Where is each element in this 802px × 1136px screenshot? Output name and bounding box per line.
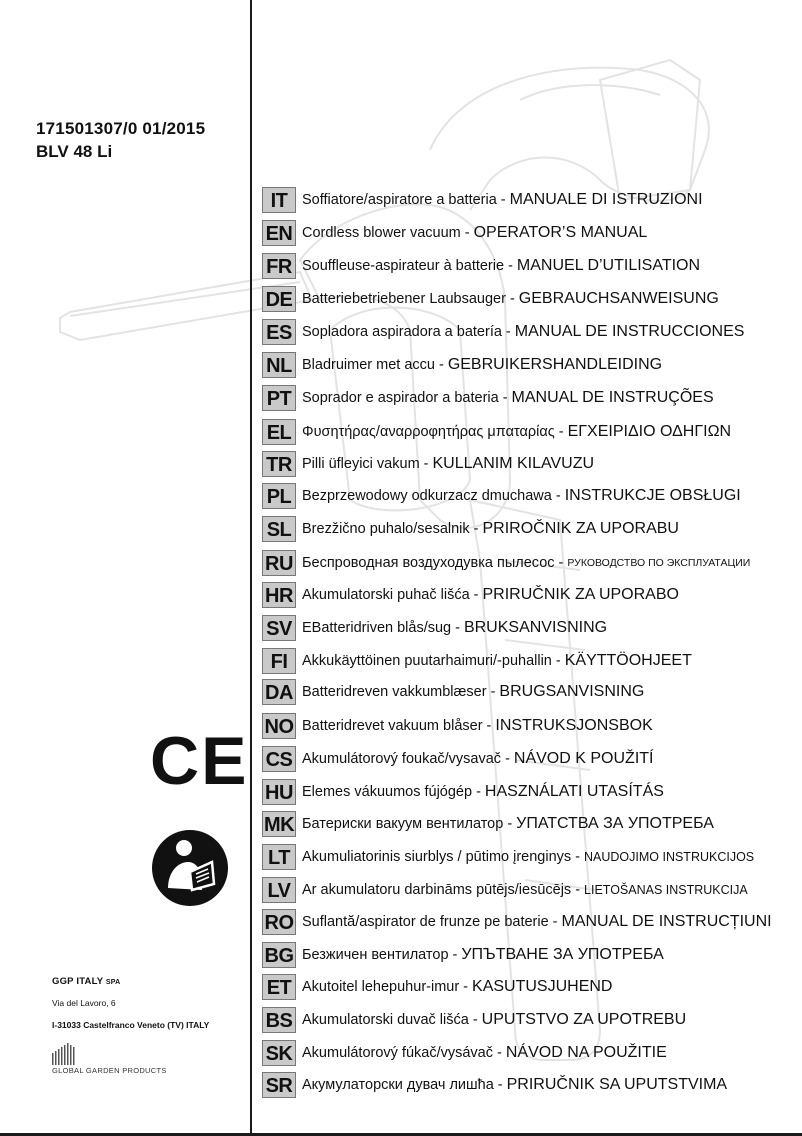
language-code-badge: HU (262, 779, 296, 805)
language-row-bg (262, 940, 664, 970)
manual-title: GEBRAUCHSANWEISUNG (518, 290, 719, 307)
product-description: Akkukäyttöinen puutarhaimuri/-puhallin (302, 653, 552, 669)
product-description: Suflantă/aspirator de frunze pe baterie (302, 914, 549, 930)
language-code-badge: NL (262, 352, 296, 378)
manual-title: PRIROČNIK ZA UPORABU (482, 520, 679, 537)
product-description: Bladruimer met accu (302, 357, 435, 373)
language-code-badge: SL (262, 516, 296, 542)
language-code-badge: MK (262, 811, 296, 837)
manual-title: OPERATOR’S MANUAL (473, 224, 648, 241)
separator: - (502, 390, 508, 406)
separator: - (508, 258, 513, 274)
separator: - (464, 225, 470, 241)
language-code-badge: BS (262, 1007, 296, 1033)
product-description: Акумулаторски дувач лишћа (302, 1077, 494, 1093)
product-description: Безжичен вентилатор (302, 947, 449, 963)
product-description: Elemes vákuumos fújógép (302, 784, 473, 800)
manual-title: INSTRUKSJONSBOK (495, 717, 653, 734)
manual-title: PRIRUČNIK SA UPUTSTVIMA (506, 1076, 728, 1093)
product-description: Ar akumulatoru darbināms pūtējs/iesūcējs (302, 882, 572, 898)
ce-mark-text: CE (150, 723, 249, 799)
language-row-it (262, 185, 703, 215)
manual-title: УПАТСТВА ЗА УПОТРЕБА (516, 815, 714, 832)
separator: - (472, 1012, 478, 1028)
separator: - (555, 488, 561, 504)
product-description: Беспроводная воздуходувка пылесос (302, 555, 555, 571)
product-description: Cordless blower vacuum (302, 225, 461, 241)
manual-title: УПЪТВАНЕ ЗА УПОТРЕБА (461, 946, 664, 963)
language-code-badge: PL (262, 483, 296, 509)
language-code-badge: SV (262, 615, 296, 641)
separator: - (486, 718, 492, 734)
separator: - (473, 521, 479, 537)
language-row-en (262, 218, 647, 248)
product-description: Brezžično puhalo/sesalnik (302, 521, 470, 537)
document-code: 171501307/0 01/2015 (36, 119, 206, 138)
language-row-ru (262, 548, 750, 578)
product-description: Φυσητήρας/αναρροφητήρας μπαταρίας (302, 424, 555, 440)
language-row-tr (262, 449, 594, 479)
language-code-badge: FR (262, 253, 296, 279)
company-address-line1: Via del Lavoro, 6 (52, 998, 116, 1008)
language-code-badge: ES (262, 319, 296, 345)
product-description: Батериски вакуум вентилатор (302, 816, 504, 832)
language-code-badge: PT (262, 385, 296, 411)
manual-title: MANUAL DE INSTRUCȚIUNI (561, 913, 772, 930)
product-description: Pilli üfleyici vakum (302, 456, 420, 472)
language-code-badge: ET (262, 974, 296, 1000)
manual-title: GEBRUIKERSHANDLEIDING (447, 356, 663, 373)
language-row-hu (262, 777, 664, 807)
language-row-hr (262, 580, 679, 610)
manual-title: MANUAL DE INSTRUÇÕES (511, 389, 714, 406)
language-code-badge: LV (262, 877, 296, 903)
language-row-lv (262, 875, 748, 905)
language-code-badge: EL (262, 419, 296, 445)
separator: - (555, 653, 561, 669)
manual-title: KASUTUSJUHEND (472, 978, 613, 995)
company-name-text: GGP ITALY (52, 976, 104, 987)
language-row-sr (262, 1070, 727, 1100)
separator: - (558, 424, 564, 440)
separator: - (463, 979, 469, 995)
product-description: Akumulatorski puhač lišća (302, 587, 470, 603)
language-row-ro (262, 907, 772, 937)
separator: - (575, 849, 580, 865)
language-row-fr (262, 251, 700, 281)
language-row-sv (262, 613, 607, 643)
language-row-no (262, 711, 653, 741)
product-description: Akumuliatorinis siurblys / pūtimo įrenginys (302, 849, 572, 865)
language-row-sk (262, 1038, 667, 1068)
product-description: Souffleuse-aspirateur à batterie (302, 258, 505, 274)
product-description: Batteridreven vakkumblæser (302, 684, 487, 700)
language-code-badge: FI (262, 648, 296, 674)
brand-tagline: GLOBAL GARDEN PRODUCTS (52, 1066, 167, 1075)
manual-title: NÁVOD K POUŽITÍ (513, 750, 654, 767)
manual-title: HASZNÁLATI UTASÍTÁS (484, 783, 664, 800)
manual-title: BRUKSANVISNING (463, 619, 608, 636)
product-description: Akumulatorski duvač lišća (302, 1012, 469, 1028)
manual-title: MANUALE DI ISTRUZIONI (509, 191, 703, 208)
language-code-badge: EN (262, 220, 296, 246)
separator: - (558, 555, 564, 571)
language-row-bs (262, 1005, 686, 1035)
language-row-mk (262, 809, 714, 839)
separator: - (497, 1077, 503, 1093)
language-code-badge: DE (262, 286, 296, 312)
language-code-badge: IT (262, 187, 296, 213)
read-manual-icon (150, 828, 230, 908)
product-description: Batteriebetriebener Laubsauger (302, 291, 506, 307)
vertical-divider (250, 0, 252, 1136)
language-code-badge: DA (262, 679, 296, 705)
language-code-badge: LT (262, 844, 296, 870)
manual-title: MANUEL D’UTILISATION (516, 257, 701, 274)
model-name: BLV 48 Li (36, 142, 113, 161)
language-code-badge: NO (262, 713, 296, 739)
separator: - (552, 914, 558, 930)
language-code-badge: TR (262, 451, 296, 477)
product-description: Bezprzewodowy odkurzacz dmuchawa (302, 488, 552, 504)
separator: - (505, 324, 511, 340)
language-code-badge: SK (262, 1040, 296, 1066)
language-row-sl (262, 514, 679, 544)
manual-title: NÁVOD NA POUŽITIE (505, 1044, 667, 1061)
manual-title: PRIRUČNIK ZA UPORABO (482, 586, 679, 603)
language-row-da (262, 677, 644, 707)
manual-title: ΕΓΧΕΙΡΙΔΙΟ ΟΔΗΓΙΩΝ (567, 423, 732, 440)
company-suffix: SPA (105, 979, 121, 986)
product-description: EBatteridriven blås/sug (302, 620, 452, 636)
product-description: Soprador e aspirador a bateria (302, 390, 499, 406)
language-row-lt (262, 842, 754, 872)
product-description: Sopladora aspiradora a batería (302, 324, 502, 340)
language-row-cs (262, 744, 653, 774)
ce-mark-icon (150, 723, 249, 799)
company-name (52, 976, 120, 987)
separator: - (497, 1045, 502, 1061)
manual-title: РУКОВОДСТВО ПО ЭКСПЛУАТАЦИИ (567, 557, 751, 569)
language-code-badge: RO (262, 909, 296, 935)
language-code-badge: HR (262, 582, 296, 608)
language-code-badge: SR (262, 1072, 296, 1098)
language-row-es (262, 317, 744, 347)
product-description: Soffiatore/aspiratore a batteria (302, 192, 497, 208)
manual-title: LIETOŠANAS INSTRUKCIJA (584, 883, 748, 897)
language-row-nl (262, 350, 662, 380)
ggp-logo-icon (52, 1043, 82, 1065)
manual-title: NAUDOJIMO INSTRUKCIJOS (584, 850, 755, 864)
language-row-et (262, 972, 612, 1002)
separator: - (575, 882, 581, 898)
language-code-badge: BG (262, 942, 296, 968)
language-row-fi (262, 646, 692, 676)
separator: - (473, 587, 479, 603)
product-description: Akutoitel lehepuhur-imur (302, 979, 460, 995)
separator: - (490, 684, 496, 700)
company-address-line2: I-31033 Castelfranco Veneto (TV) ITALY (52, 1020, 210, 1030)
separator: - (423, 456, 429, 472)
manual-title: MANUAL DE INSTRUCCIONES (514, 323, 745, 340)
language-row-el (262, 417, 731, 447)
separator: - (455, 620, 460, 636)
language-row-pl (262, 481, 741, 511)
separator: - (500, 192, 506, 208)
separator: - (452, 947, 458, 963)
language-code-badge: RU (262, 550, 296, 576)
manual-title: UPUTSTVO ZA UPOTREBU (481, 1011, 687, 1028)
language-row-de (262, 284, 719, 314)
manual-title: KULLANIM KILAVUZU (432, 455, 595, 472)
product-description: Akumulátorový fúkač/vysávač (302, 1045, 493, 1061)
separator: - (438, 357, 444, 373)
separator: - (507, 816, 513, 832)
manual-title: BRUGSANVISNING (499, 683, 645, 700)
separator: - (505, 751, 510, 767)
product-description: Akumulátorový foukač/vysavač (302, 751, 502, 767)
product-description: Batteridrevet vakuum blåser (302, 718, 483, 734)
separator: - (476, 784, 481, 800)
language-row-pt (262, 383, 714, 413)
language-code-badge: CS (262, 746, 296, 772)
manual-title: INSTRUKCJE OBSŁUGI (564, 487, 741, 504)
separator: - (509, 291, 515, 307)
manual-title: KÄYTTÖOHJEET (564, 652, 692, 669)
